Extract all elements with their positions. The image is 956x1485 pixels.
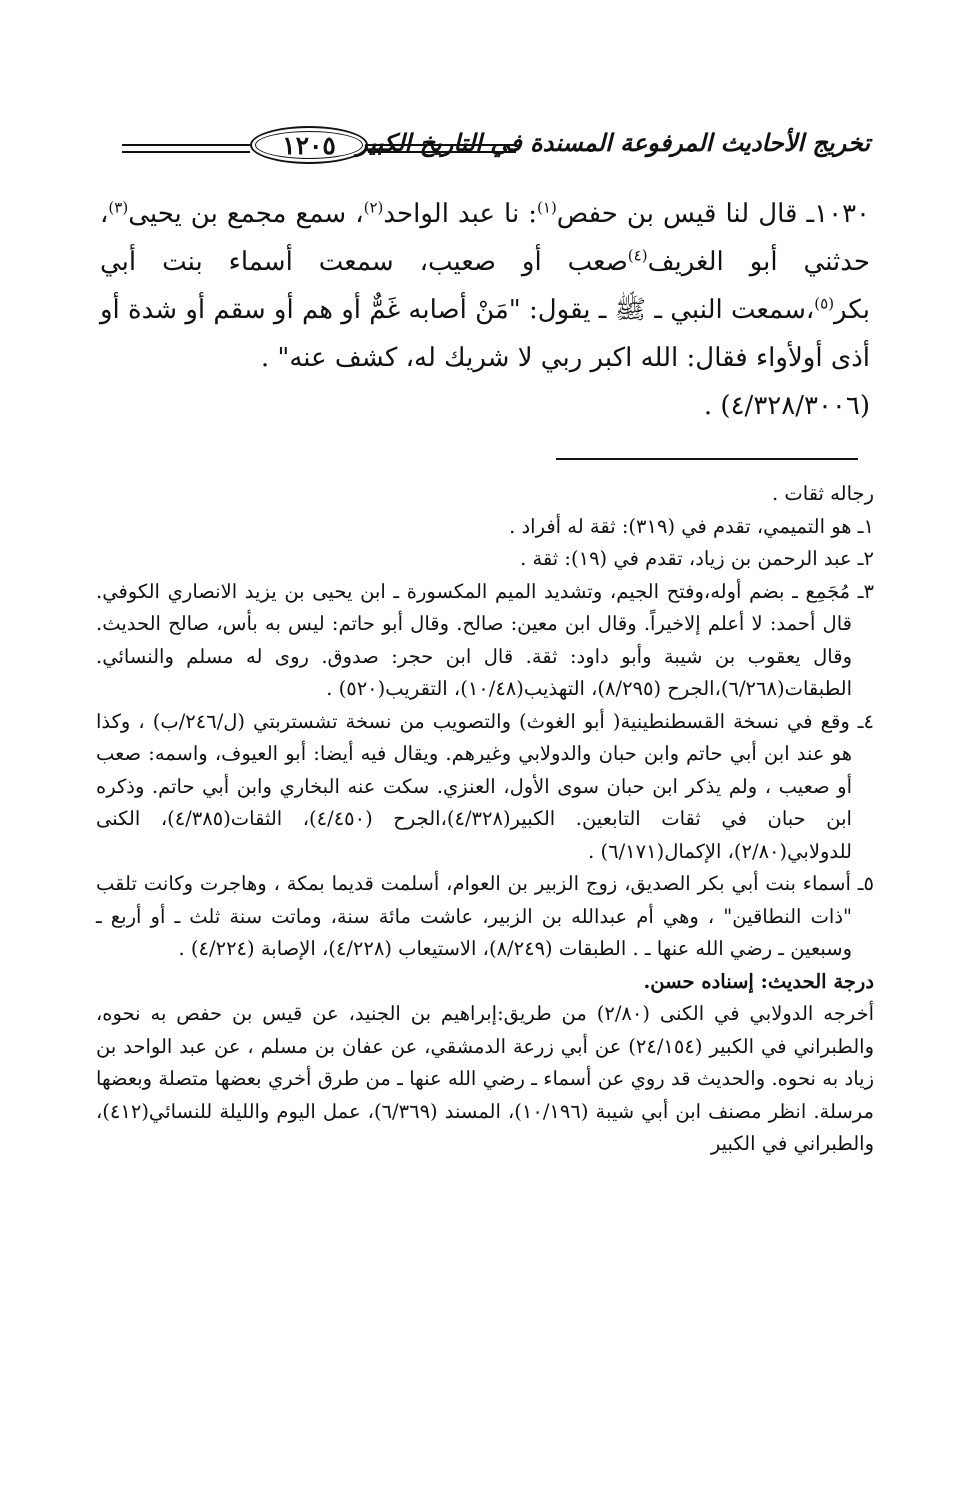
footnote-divider [556,458,858,460]
hadith-segment: : نا عبد الواحد [383,199,538,229]
footnote-4: ٤ـ وقع في نسخة القسطنطينية( أبو الغوث) والتصويب من نسخة تشستربتي (ل/٢٤٦/ب) ، وكذا هو عند ابن أبي حاتم وابن حبان والدولابي وغيرهم. ويقال فيه أيضا: أبو العيوف، واسمه: صعب أو صعيب ، ولم يذكر ابن حبان سوى الأول، العنزي. سكت عنه البخاري وابن أبي حاتم. وذكره ابن حبان في ثقات التابعين. الكبير(٤/٣٢٨)،الجرح (٤/٤٥٠)، الثقات(٤/٣٨٥)، الكنى للدولابي(٢/٨٠)، الإكمال(٦/١٧١) . [96,709,874,863]
hadith-text [100,190,870,430]
footnote-2: ٢ـ عبد الرحمن بن زياد، تقدم في (١٩): ثقة . [520,547,874,570]
hadith-segment: ١٠٣٠ـ قال لنا قيس بن حفص [556,199,871,229]
hadith-paragraph [100,190,870,382]
hadith-segment: ،سمعت النبي ـ ﷺ ـ يقول: "مَنْ أصابه غَمٌّ أو هم أو سقم أو شدة أو أذى أولأواء فقال: الله اكبر ربي لا شريك له، كشف عنه" . [99,295,870,373]
footnote-ref: (٤) [627,246,648,265]
hadith-grade: درجة الحديث: إسناده حسن. [643,969,874,993]
hadith-segment: ، سمع مجمع بن يحيى [128,199,364,229]
footnote-1: ١ـ هو التميمي، تقدم في (٣١٩): ثقة له أفراد . [509,514,874,538]
page-number: ١٢٠٥ [282,130,336,160]
footnote-ref: (٢) [363,198,384,217]
hadith-segment: صعب أو صعيب، سمعت أسماء بنت أبي بكر [100,247,870,325]
takhrij-paragraph: أخرجه الدولابي في الكنى (٢/٨٠) من طريق:إبراهيم بن الجنيد، عن قيس بن حفص به نحوه، والطبراني في الكبير (٢٤/١٥٤) عن أبي زرعة الدمشقي، عن عفان بن مسلم ، عن عبد الواحد بن زياد به نحوه. والحديث قد روي عن أسماء ـ رضي الله عنها ـ من طرق أخري بعضها متصلة وبعضها مرسلة. انظر مصنف ابن أبي شيبة (١٠/١٩٦)، المسند (٦/٣٦٩)، عمل اليوم والليلة للنسائي(٤١٢)، والطبراني في الكبير [96,1002,874,1155]
footnote-ref: (٣) [108,198,129,217]
hadith-segment: ، حدثني أبو الغريف [100,199,870,277]
hadith-citation: (٤/٣٢٨/٣٠٠٦) . [703,391,870,421]
footnote-3: ٣ـ مُجَمِع ـ بضم أوله،وفتح الجيم، وتشديد الميم المكسورة ـ ابن يحيى بن يزيد الانصاري الكوفي. قال أحمد: لا أعلم إلاخيراً. وقال ابن معين: صالح. وقال أبو حاتم: ليس به بأس، صالح الحديث. وقال يعقوب بن شيبة وأبو داود: ثقة. قال ابن حجر: صدوق. روى له مسلم والنسائي. الطبقات(٦/٢٦٨)،الجرح (٨/٢٩٥)، التهذيب(١٠/٤٨)، التقريب(٥٢٠) . [96,579,874,700]
footnote-ref: (١) [537,198,557,217]
footnotes [96,478,874,1161]
footnote-intro: رجاله ثقات . [772,482,874,505]
header-rule-left [122,144,250,153]
running-title: تخريج الأحاديث المرفوعة المسندة في التاريخ الكبير [356,128,870,157]
footnote-5: ٥ـ أسماء بنت أبي بكر الصديق، زوج الزبير بن العوام، أسلمت قديما بمكة ، وهاجرت وكانت تلقب "ذات النطاقين" ، وهي أم عبدالله بن الزبير، عاشت مائة سنة، وماتت سنة ثلث ـ أو أربع ـ وسبعين ـ رضي الله عنها ـ . الطبقات (٨/٢٤٩)، الاستيعاب (٤/٢٢٨)، الإصابة (٤/٢٢٤) . [96,872,874,960]
page-header [110,118,870,174]
page-number-badge [250,126,368,164]
footnote-ref: (٥) [814,294,835,313]
